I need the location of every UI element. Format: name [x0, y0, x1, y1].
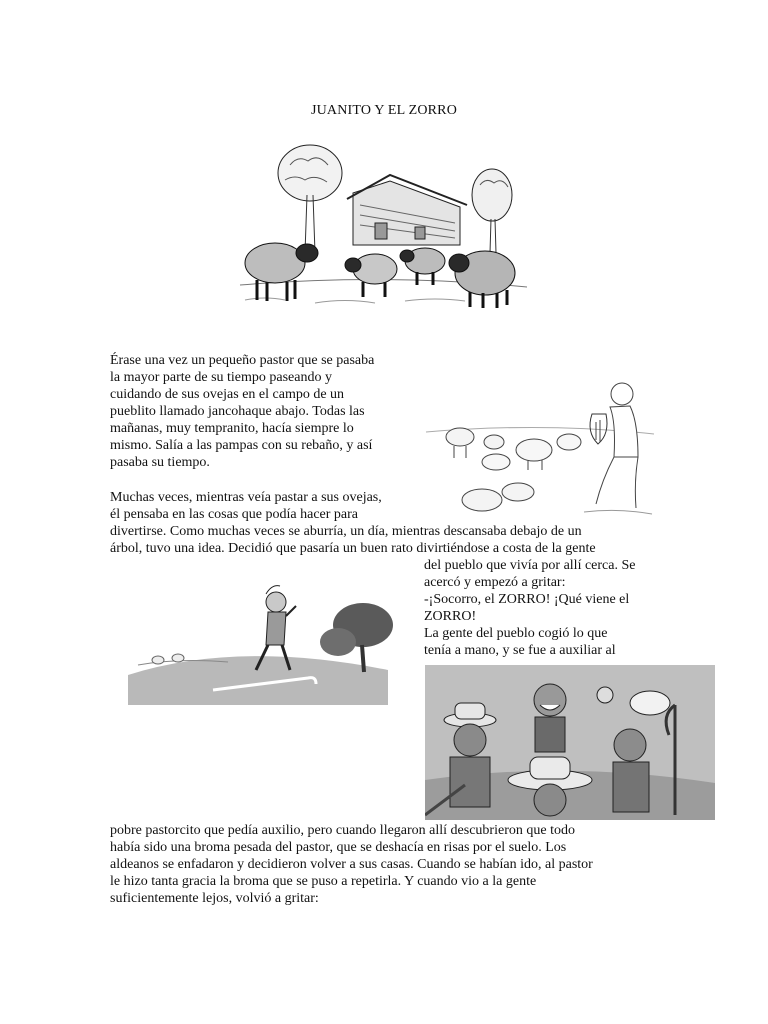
text-line: suficientemente lejos, volvió a gritar:	[110, 891, 319, 906]
boy-shouting-illustration	[118, 570, 400, 708]
villagers-illustration	[425, 665, 715, 820]
paragraph-2-right	[424, 557, 635, 659]
text-line: acercó y empezó a gritar:	[424, 575, 566, 590]
text-line: divertirse. Como muchas veces se aburría, un día, mientras descansaba debajo de un	[110, 524, 582, 539]
text-line: mañanas, muy tempranito, hacía siempre lo	[110, 421, 354, 436]
text-line: pueblito llamado jancohaque abajo. Todas las	[110, 404, 365, 419]
text-line: árbol, tuvo una idea. Decidió que pasaría un buen rato divirtiéndose a costa de la gente	[110, 541, 596, 556]
text-line: pobre pastorcito que pedía auxilio, pero cuando llegaron allí descubrieron que todo	[110, 823, 575, 838]
text-line: mismo. Salía a las pampas con su rebaño, y así	[110, 438, 373, 453]
text-line: Muchas veces, mientras veía pastar a sus ovejas,	[110, 490, 382, 505]
text-line: pasaba su tiempo.	[110, 455, 210, 470]
paragraph-1	[110, 352, 374, 471]
text-line: La gente del pueblo cogió lo que	[424, 626, 608, 641]
text-line: aldeanos se enfadaron y decidieron volver a sus casas. Cuando se habían ido, al pastor	[110, 857, 593, 872]
text-line: había sido una broma pesada del pastor, que se deshacía en risas por el suelo. Los	[110, 840, 567, 855]
paragraph-2	[110, 489, 596, 557]
farm-sheep-illustration	[235, 135, 531, 313]
text-line: la mayor parte de su tiempo paseando y	[110, 370, 332, 385]
text-line: del pueblo que vivía por allí cerca. Se	[424, 558, 636, 573]
text-line: él pensaba en las cosas que podía hacer para	[110, 507, 358, 522]
text-line: le hizo tanta gracia la broma que se puso a repetirla. Y cuando vio a la gente	[110, 874, 537, 889]
document-title: JUANITO Y EL ZORRO	[310, 103, 458, 118]
text-line: -¡Socorro, el ZORRO! ¡Qué viene el	[424, 592, 630, 607]
text-line: Érase una vez un pequeño pastor que se pasaba	[110, 353, 375, 368]
text-line: cuidando de sus ovejas en el campo de un	[110, 387, 345, 402]
text-line: tenía a mano, y se fue a auxiliar al	[424, 643, 616, 658]
text-line: ZORRO!	[424, 609, 477, 624]
paragraph-3	[110, 822, 593, 907]
